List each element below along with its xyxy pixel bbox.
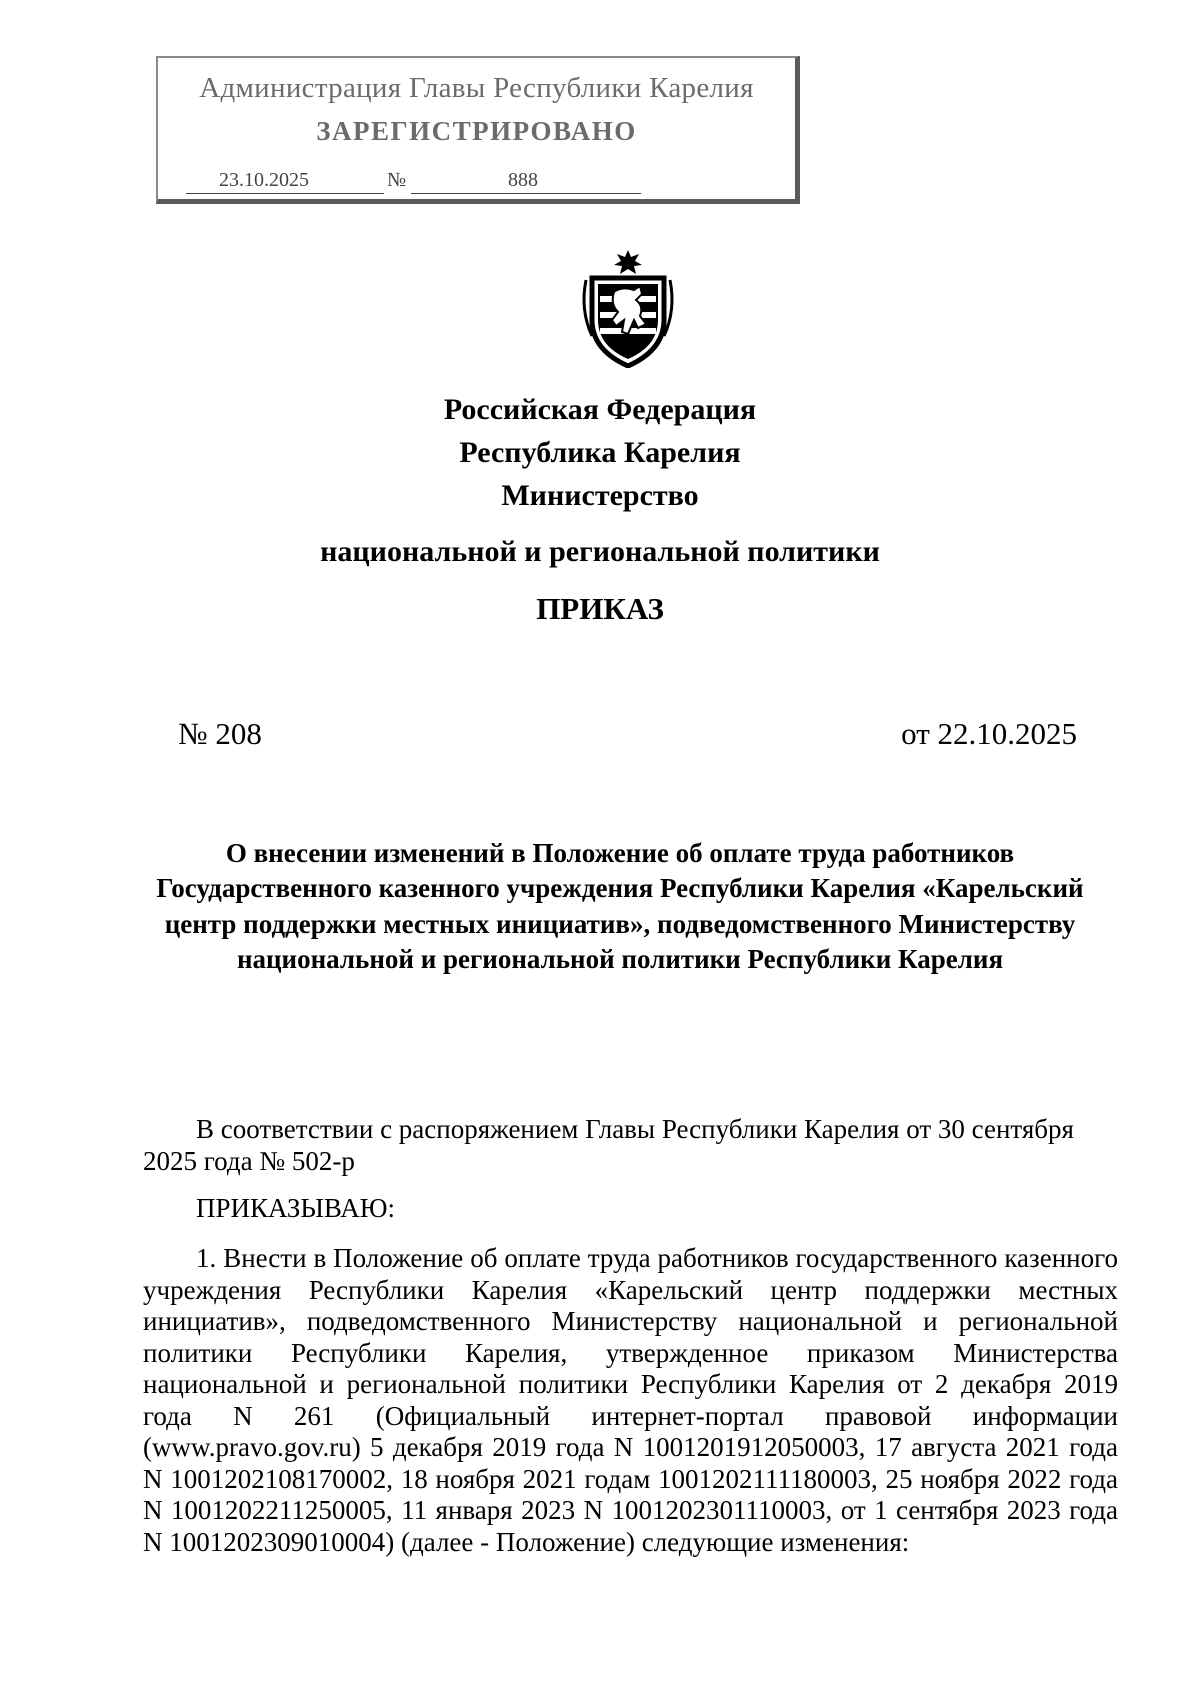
order-number: № 208 <box>178 716 262 751</box>
stamp-organization: Администрация Главы Республики Карелия <box>199 72 754 104</box>
order-date: от 22.10.2025 <box>901 716 1077 751</box>
stamp-number-sign: № <box>387 169 407 191</box>
order-subject: О внесении изменений в Положение об оплате труда работников Государственного казенного учреждения Республики Карелия «Карельский центр поддержки местных инициатив», подведомственного Министерству национальной и региональной политики Республики Карелия <box>156 838 1084 975</box>
coat-of-arms-karelia-icon <box>578 250 678 368</box>
country-name: Российская Федерация <box>443 393 757 426</box>
item-1-paragraph: 1. Внести в Положение об оплате труда работников государственного казенного учреждения Республики Карелия «Карельский центр поддержки местных инициатив», подведомственного Министерству национальной и региональной политики Республики Карелия, утвержденное приказом Министерства национальной и региональной политики Республики Карелия от 2 декабря 2019 года N 261 (Официальный интернет-портал правовой информации (www.pravo.gov.ru) 5 декабря 2019 года N 1001201912050003, 17 августа 2021 года N 1001202108170002, 18 ноября 2021 годам 1001202111180003, 25 ноября 2022 года N 1001202211250005, 11 января 2023 N 1001202301110003, от 1 сентября 2023 года N 1001202309010004) (далее - Положение) следующие изменения: <box>143 1243 1118 1557</box>
decree-paragraph: ПРИКАЗЫВАЮ: <box>196 1193 395 1223</box>
stamp-date: 23.10.2025 <box>219 169 309 191</box>
document-type: ПРИКАЗ <box>536 591 664 626</box>
ministry-title: Министерство <box>501 479 699 512</box>
registration-stamp <box>156 56 800 204</box>
stamp-registration-line <box>186 168 764 194</box>
stamp-number: 888 <box>508 169 538 191</box>
stamp-date-underline <box>186 193 384 194</box>
stamp-status: ЗАРЕГИСТРИРОВАНО <box>316 116 637 146</box>
republic-name: Республика Карелия <box>459 436 741 469</box>
ministry-subtitle: национальной и региональной политики <box>320 535 880 568</box>
stamp-number-underline <box>411 193 641 194</box>
preamble-paragraph: В соответствии с распоряжением Главы Республики Карелия от 30 сентября 2025 года № 502-р <box>143 1114 1074 1176</box>
